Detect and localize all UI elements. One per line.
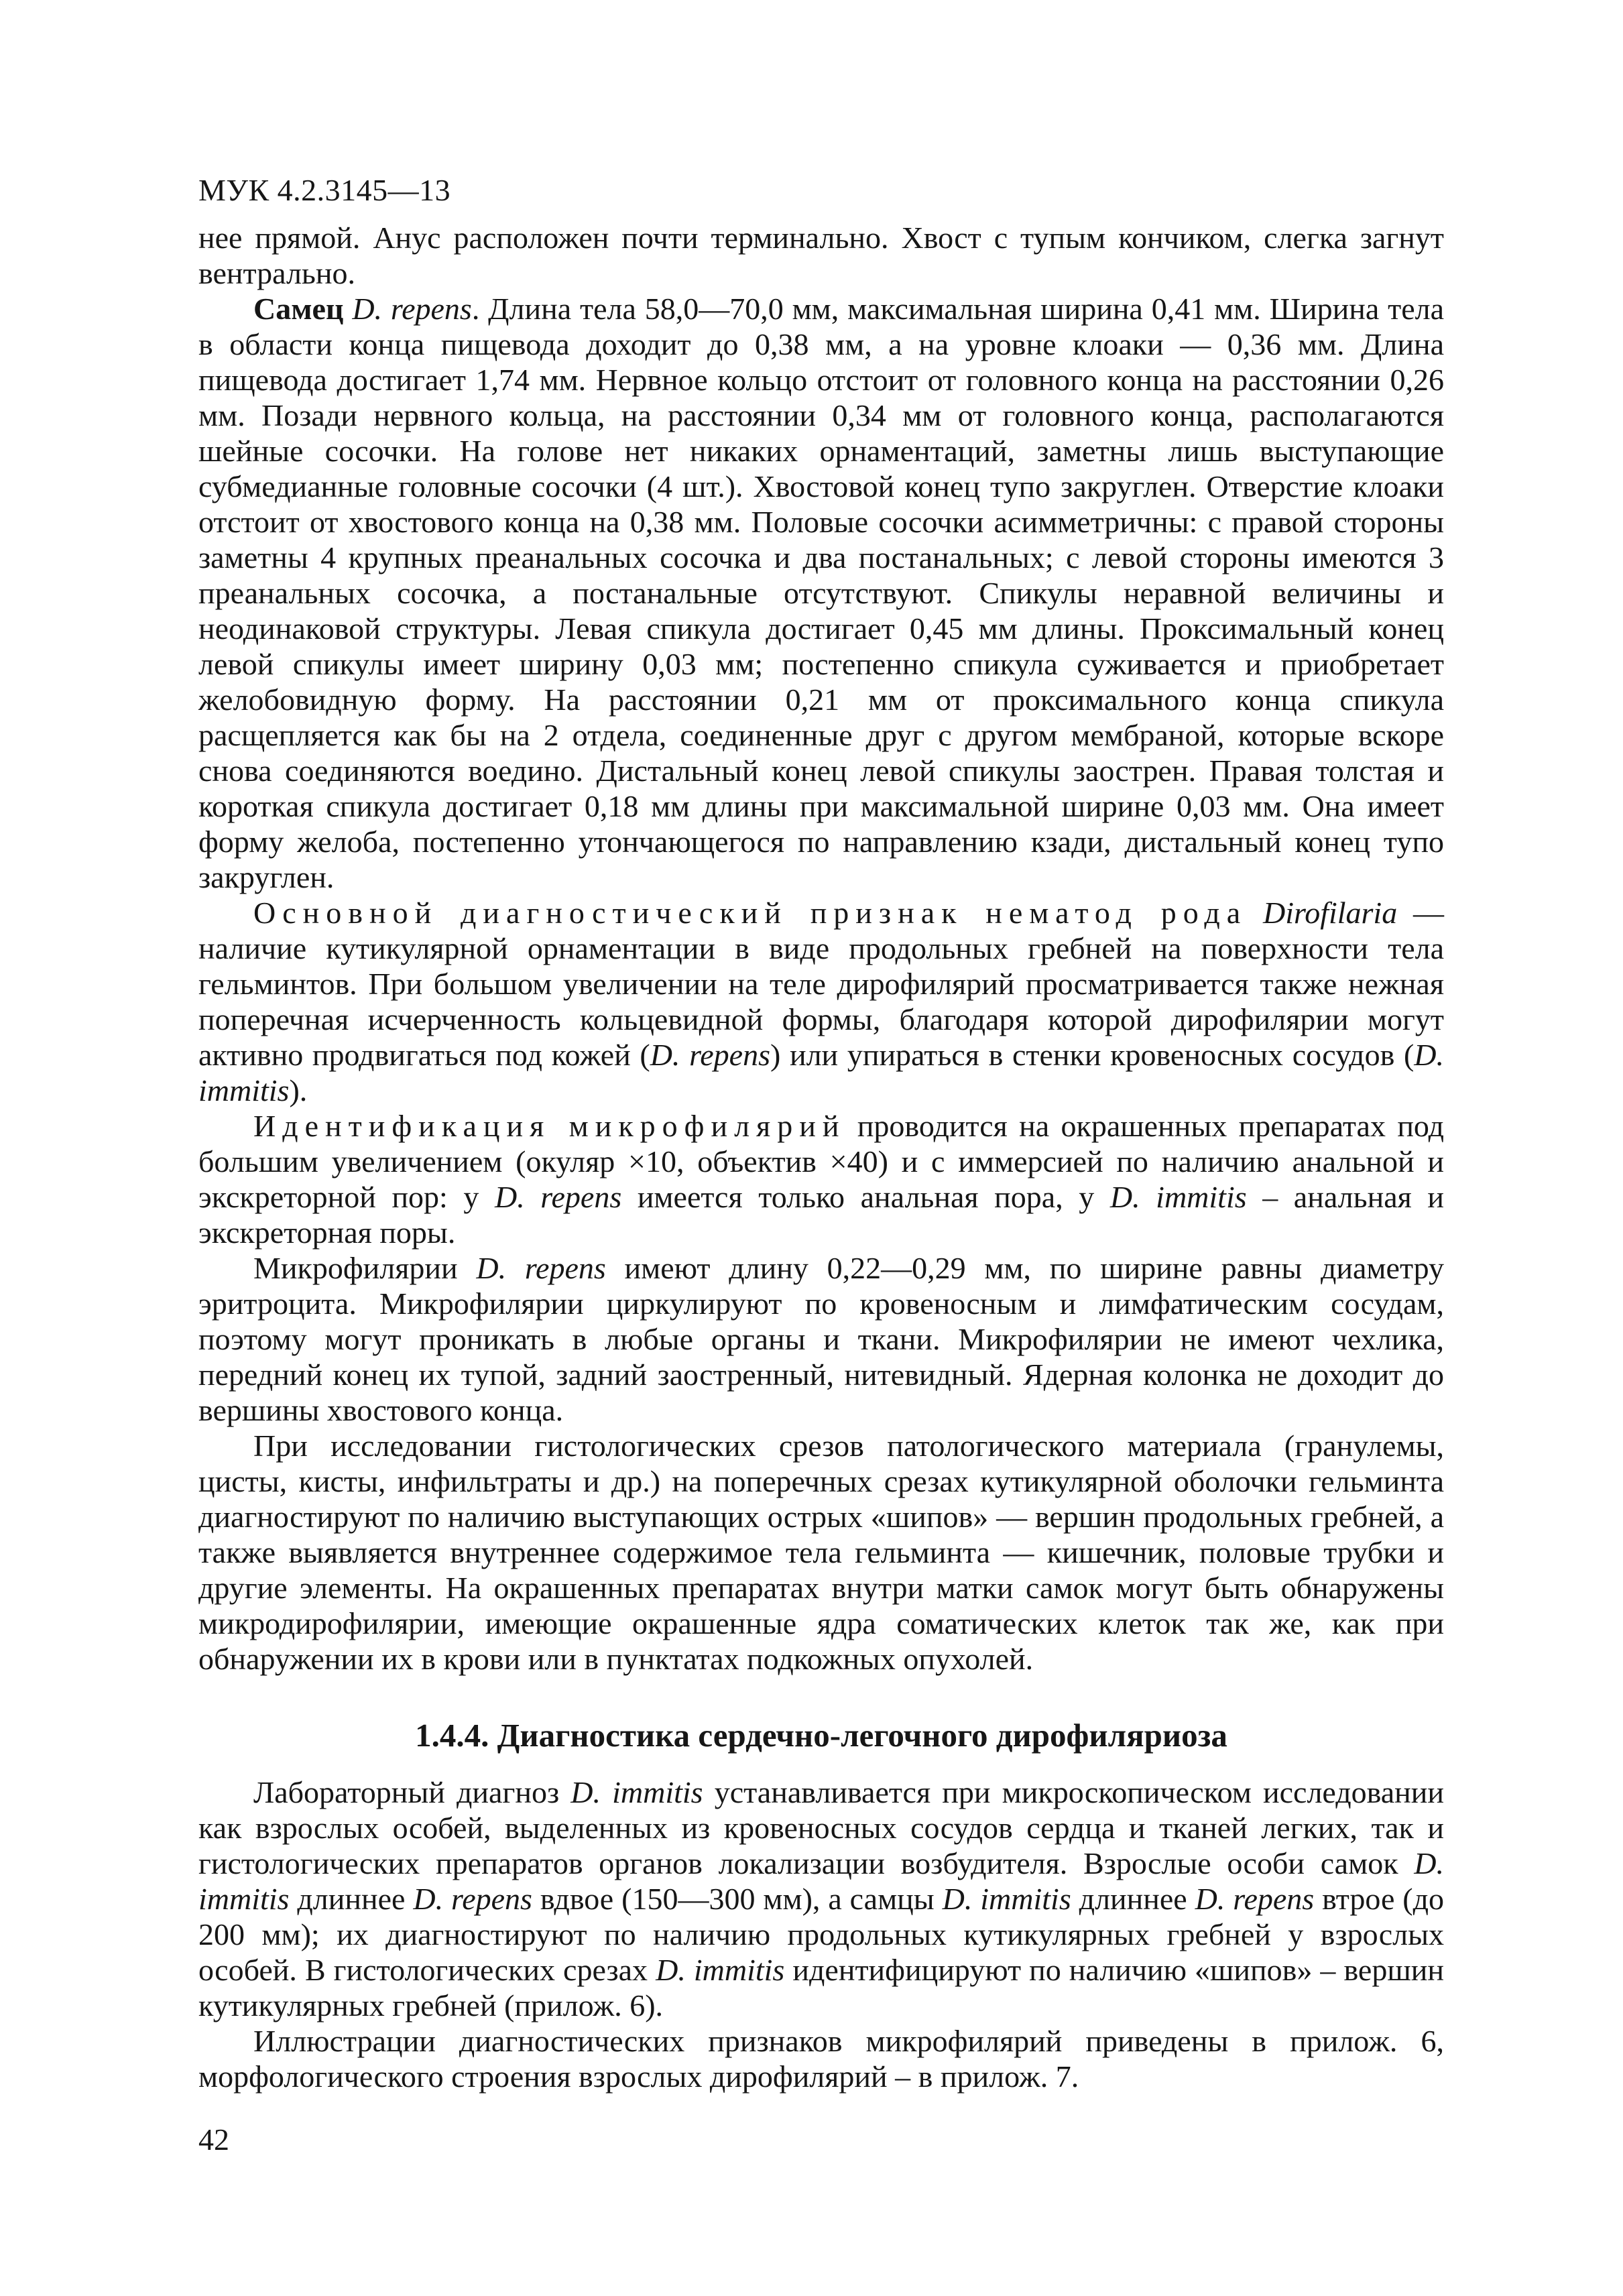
paragraph-text: ) или упираться в стенки кровеносных сосудов ( bbox=[770, 1038, 1415, 1072]
species-name: D. repens bbox=[413, 1882, 532, 1916]
species-name: D. repens bbox=[476, 1251, 606, 1285]
spaced-emphasis: Идентификация микрофилярий bbox=[253, 1109, 846, 1143]
species-name: D. immitis bbox=[198, 1846, 1444, 1916]
page-number: 42 bbox=[198, 2122, 229, 2157]
paragraph-male-description bbox=[198, 291, 1444, 895]
species-name: D. repens bbox=[1195, 1882, 1315, 1916]
paragraph-text: длиннее bbox=[1071, 1882, 1195, 1916]
species-name: D. repens bbox=[495, 1180, 622, 1214]
paragraph-diagnostic-sign bbox=[198, 895, 1444, 1108]
paragraph-illustrations: Иллюстрации диагностических признаков микрофилярий приведены в прилож. 6, морфологического строения взрослых дирофилярий – в прилож. 7. bbox=[198, 2024, 1444, 2094]
species-name: D. repens bbox=[650, 1038, 771, 1072]
species-name: D. immitis bbox=[198, 1038, 1445, 1107]
paragraph-lead-term: Самец bbox=[253, 292, 344, 326]
paragraph-text: Лабораторный диагноз bbox=[253, 1775, 571, 1809]
spaced-emphasis: Основной диагностический признак нематод рода bbox=[253, 896, 1248, 930]
paragraph-text: – анальная и экскреторная поры. bbox=[198, 1180, 1444, 1250]
paragraph-microfilaria-size bbox=[198, 1250, 1444, 1428]
paragraph-continuation: нее прямой. Анус расположен почти терминально. Хвост с тупым кончиком, слегка загнут вентрально. bbox=[198, 221, 1444, 290]
paragraph-text: имеют длину 0,22—0,29 мм, по ширине равны диаметру эритроцита. Микрофилярии циркулируют по кровеносным и лимфатическим сосудам, поэтому могут проникать в любые органы и ткани. Микрофилярии не имеют чехлика, передний конец их тупой, задний заостренный, нитевидный. Ядерная колонка не доходит до вершины хвостового конца. bbox=[198, 1251, 1445, 1427]
paragraph-text: . Длина тела 58,0—70,0 мм, максимальная ширина 0,41 мм. Ширина тела в области конца пищевода доходит до 0,38 мм, а на уровне клоаки — 0,36 мм. Длина пищевода достигает 1,74 мм. Нервное кольцо отстоит от головного конца на расстоянии 0,26 мм. Позади нервного кольца, на расстоянии 0,34 мм от головного конца, располагаются шейные сосочки. На голове нет никаких орнаментаций, заметны лишь выступающие субмедианные головные сосочки (4 шт.). Хвостовой конец тупо закруглен. Отверстие клоаки отстоит от хвостового конца на 0,38 мм. Половые сосочки асимметричны: с правой стороны заметны 4 крупных преанальных сосочка и два постанальных; с левой стороны имеются 3 преанальных сосочка, а постанальные отсутствуют. Спикулы неравной величины и неодинаковой структуры. Левая спикула достигает 0,45 мм длины. Проксимальный конец левой спикулы имеет ширину 0,03 мм; постепенно спикула суживается и приобретает желобовидную форму. На расстоянии 0,21 мм от проксимального конца спикула расщепляется как бы на 2 отдела, соединенные друг с другом мембраной, которые вскоре снова соединяются воедино. Дистальный конец левой спикулы заострен. Правая толстая и короткая спикула достигает 0,18 мм длины при максимальной ширине 0,03 мм. Она имеет форму желоба, постепенно утончающегося по направлению кзади, дистальный конец тупо закруглен. bbox=[198, 292, 1444, 894]
paragraph-text: идентифицируют по наличию «шипов» – вершин кутикулярных гребней (прилож. 6). bbox=[198, 1953, 1444, 2022]
section-heading: 1.4.4. Диагностика сердечно-легочного дирофиляриоза bbox=[415, 1717, 1227, 1754]
paragraph-text: ). bbox=[289, 1073, 308, 1107]
paragraph-text: — наличие кутикулярной орнаментации в виде продольных гребней на поверхности тела гельминтов. При большом увеличении на теле дирофилярий просматривается также нежная поперечная исчерченность кольцевидной формы, благодаря которой дирофилярии могут активно продвигаться под кожей ( bbox=[198, 896, 1445, 1072]
paragraph-text: устанавливается при микроскопическом исследовании как взрослых особей, выделенных из кровеносных сосудов сердца и тканей легких, так и гистологических препаратов органов локализации возбудителя. Взрослые особи самок bbox=[198, 1775, 1445, 1880]
paragraph-text: имеется только анальная пора, у bbox=[621, 1180, 1110, 1214]
paragraph-text: длиннее bbox=[289, 1882, 414, 1916]
running-head: МУК 4.2.3145—13 bbox=[198, 173, 451, 207]
paragraph-histology: При исследовании гистологических срезов патологического материала (гранулемы, цисты, кисты, инфильтраты и др.) на поперечных срезах кутикулярной оболочки гельминта диагностируют по наличию выступающих острых «шипов» — вершин продольных гребней, а также выявляется внутреннее содержимое тела гельминта — кишечник, половые трубки и другие элементы. На окрашенных препаратах внутри матки самок могут быть обнаружены микродирофилярии, имеющие окрашенные ядра соматических клеток так же, как при обнаружении их в крови или в пунктатах подкожных опухолей. bbox=[198, 1429, 1444, 1676]
species-name: D. immitis bbox=[942, 1882, 1071, 1916]
species-name: D. immitis bbox=[570, 1775, 703, 1809]
species-name: D. repens bbox=[352, 292, 472, 326]
species-name: D. immitis bbox=[656, 1953, 785, 1987]
paragraph-lab-diagnosis bbox=[198, 1774, 1444, 2023]
paragraph-text: проводится на окрашенных препаратах под большим увеличением (окуляр ×10, объектив ×40) и с иммерсией по наличию анальной и экскреторной пор: у bbox=[198, 1109, 1445, 1214]
species-name: D. immitis bbox=[1109, 1180, 1247, 1214]
paragraph-text: Микрофилярии bbox=[253, 1251, 477, 1285]
paragraph-text: втрое (до 200 мм); их диагностируют по наличию продольных кутикулярных гребней у взрослых особей. В гистологических срезах bbox=[198, 1882, 1445, 1987]
paragraph-text: вдвое (150—300 мм), а самцы bbox=[532, 1882, 943, 1916]
paragraph-microfilaria-identification bbox=[198, 1108, 1444, 1250]
genus-name: Dirofilaria bbox=[1263, 896, 1398, 930]
body-text bbox=[198, 220, 1444, 2094]
